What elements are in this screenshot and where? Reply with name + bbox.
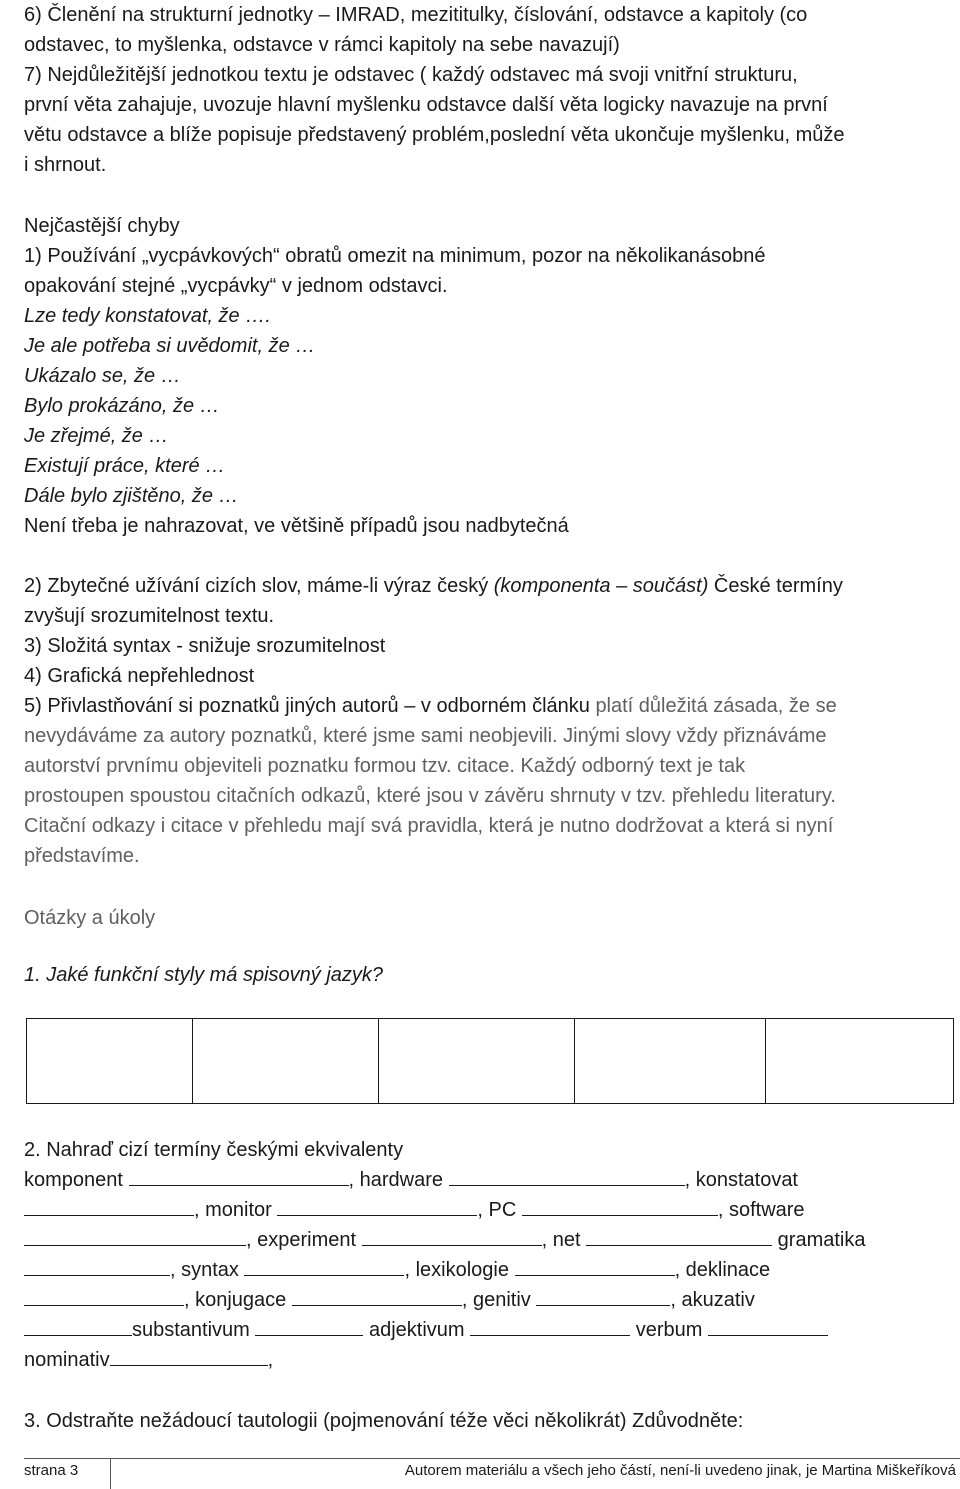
term-label: , net: [541, 1229, 581, 1251]
error-item-2: 2) Zbytečné užívání cizích slov, máme-li výraz český (komponenta – součást) České termíny: [24, 575, 843, 597]
answer-cell[interactable]: [193, 1019, 379, 1104]
term-label: , lexikologie: [404, 1259, 509, 1281]
answer-blank[interactable]: [24, 1285, 184, 1306]
answer-blank[interactable]: [536, 1285, 670, 1306]
term-label: , deklinace: [674, 1259, 771, 1281]
term-label: verbum: [635, 1319, 703, 1341]
term-row: [24, 1315, 828, 1345]
answer-blank[interactable]: [586, 1225, 772, 1246]
question-2: 2. Nahraď cizí termíny českými ekvivalenty: [24, 1139, 404, 1161]
error-item-4: 4) Grafická nepřehlednost: [24, 665, 255, 687]
term-row: [24, 1345, 273, 1375]
example-phrase: Bylo prokázáno, že …: [24, 395, 220, 417]
footer-separator: [110, 1459, 111, 1489]
example-phrase: Je zřejmé, že …: [24, 425, 169, 447]
section-heading: Nejčastější chyby: [24, 215, 180, 237]
term-row: [24, 1255, 770, 1285]
text-line: zvyšují srozumitelnost textu.: [24, 605, 275, 627]
term-row: [24, 1165, 798, 1195]
term-label: ,: [267, 1349, 274, 1371]
example-phrase: Ukázalo se, že …: [24, 365, 181, 387]
answer-blank[interactable]: [362, 1225, 542, 1246]
term-label: , hardware: [348, 1169, 444, 1191]
text-line: 1) Používání „vycpávkových“ obratů omezit na minimum, pozor na několikanásobné: [24, 245, 766, 267]
answer-blank[interactable]: [515, 1255, 675, 1276]
text-line: autorství prvnímu objeviteli poznatku formou tzv. citace. Každý odborný text je tak: [24, 755, 746, 777]
answer-blank[interactable]: [24, 1315, 132, 1336]
answer-cell[interactable]: [766, 1019, 954, 1104]
term-label: , syntax: [170, 1259, 239, 1281]
term-label: , software: [717, 1199, 805, 1221]
term-label: , konstatovat: [684, 1169, 798, 1191]
example-phrase: Dále bylo zjištěno, že …: [24, 485, 239, 507]
error-item-5: 5) Přivlastňování si poznatků jiných autorů – v odborném článku platí důležitá zásada, že se: [24, 695, 837, 717]
answer-blank[interactable]: [255, 1315, 363, 1336]
answer-blank[interactable]: [708, 1315, 828, 1336]
example-phrase: Lze tedy konstatovat, že ….: [24, 305, 271, 327]
answer-blank[interactable]: [24, 1225, 246, 1246]
text-line: 7) Nejdůležitější jednotkou textu je odstavec ( každý odstavec má svoji vnitřní strukturu,: [24, 64, 798, 86]
text-line: představíme.: [24, 845, 140, 867]
term-row: [24, 1285, 755, 1315]
term-label: gramatika: [772, 1229, 866, 1251]
term-label: , PC: [477, 1199, 517, 1221]
answer-blank[interactable]: [24, 1195, 194, 1216]
question-1: 1. Jaké funkční styly má spisovný jazyk?: [24, 964, 384, 986]
answer-blank[interactable]: [129, 1165, 349, 1186]
text-line: i shrnout.: [24, 154, 107, 176]
term-label: substantivum: [132, 1319, 250, 1341]
term-label: komponent: [24, 1169, 123, 1191]
text-line: prostoupen spoustou citačních odkazů, které jsou v závěru shrnuty v tzv. přehledu literatury.: [24, 785, 836, 807]
answer-blank[interactable]: [522, 1195, 718, 1216]
example-phrase: Existují práce, které …: [24, 455, 226, 477]
text-line: odstavec, to myšlenka, odstavce v rámci kapitoly na sebe navazují): [24, 34, 620, 56]
term-row: [24, 1195, 805, 1225]
term-label: , experiment: [246, 1229, 357, 1251]
answer-blank[interactable]: [449, 1165, 685, 1186]
term-label: , akuzativ: [670, 1289, 755, 1311]
error-item-3: 3) Složitá syntax - snižuje srozumitelnost: [24, 635, 386, 657]
answer-blank[interactable]: [244, 1255, 404, 1276]
text-line: opakování stejné „vycpávky“ v jednom odstavci.: [24, 275, 448, 297]
answer-blank[interactable]: [470, 1315, 630, 1336]
answer-cell[interactable]: [27, 1019, 193, 1104]
term-label: nominativ: [24, 1349, 110, 1371]
question-3: 3. Odstraňte nežádoucí tautologii (pojmenování téže věci několikrát) Zdůvodněte:: [24, 1410, 744, 1432]
example-phrase: Je ale potřeba si uvědomit, že …: [24, 335, 316, 357]
text-line: 6) Členění na strukturní jednotky – IMRAD, mezititulky, číslování, odstavce a kapitoly (co: [24, 4, 808, 26]
page-number: strana 3: [24, 1462, 79, 1479]
answer-blank[interactable]: [24, 1255, 170, 1276]
answer-blank[interactable]: [277, 1195, 477, 1216]
term-row: [24, 1225, 865, 1255]
section-heading: Otázky a úkoly: [24, 907, 156, 929]
text-line: Citační odkazy i citace v přehledu mají svá pravidla, která je nutno dodržovat a která si nyní: [24, 815, 834, 837]
term-label: adjektivum: [368, 1319, 465, 1341]
answer-blank[interactable]: [110, 1345, 268, 1366]
text-line: nevydáváme za autory poznatků, které jsme sami neobjevili. Jinými slovy vždy přiznáváme: [24, 725, 827, 747]
author-credit: Autorem materiálu a všech jeho částí, není-li uvedeno jinak, je Martina Miškeříková: [404, 1462, 956, 1479]
answer-cell[interactable]: [575, 1019, 766, 1104]
answer-table: [26, 1018, 954, 1104]
term-label: , konjugace: [184, 1289, 287, 1311]
footer-divider: [24, 1458, 960, 1459]
term-label: , genitiv: [461, 1289, 531, 1311]
text-line: větu odstavce a blíže popisuje představený problém,poslední věta ukončuje myšlenku, může: [24, 124, 845, 146]
text-line: první věta zahajuje, uvozuje hlavní myšlenku odstavce další věta logicky navazuje na první: [24, 94, 828, 116]
text-line: Není třeba je nahrazovat, ve většině případů jsou nadbytečná: [24, 515, 569, 537]
answer-cell[interactable]: [379, 1019, 575, 1104]
answer-blank[interactable]: [292, 1285, 462, 1306]
term-label: , monitor: [194, 1199, 272, 1221]
